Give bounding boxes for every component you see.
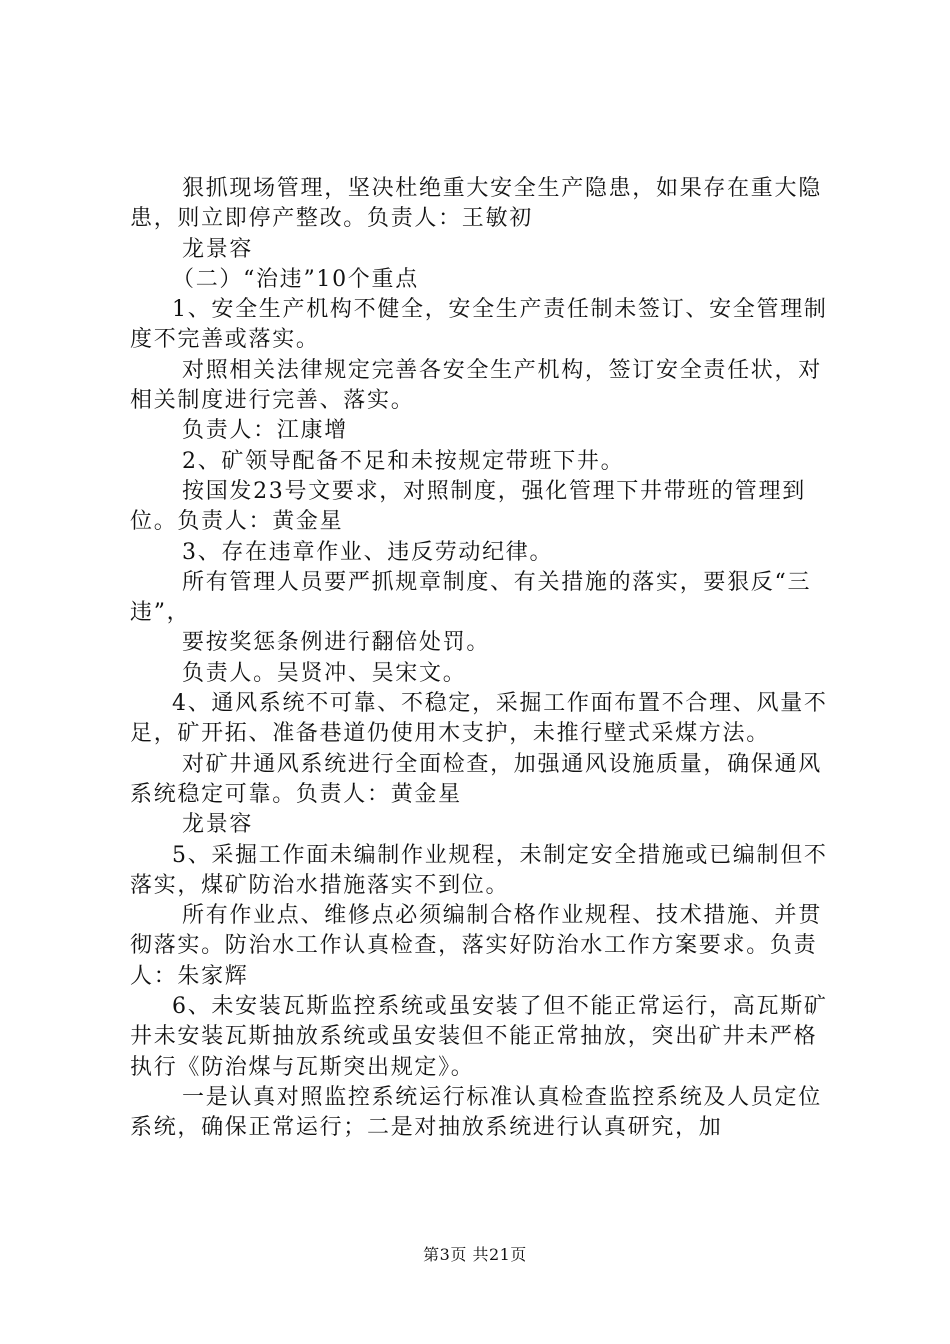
paragraph: 对照相关法律规定完善各安全生产机构，签订安全责任状，对相关制度进行完善、落实。 bbox=[130, 357, 822, 414]
paragraph: 2、矿领导配备不足和未按规定带班下井。 bbox=[182, 448, 625, 474]
paragraph: 5、采掘工作面未编制作业规程，未制定安全措施或已编制但不落实，煤矿防治水措施落实不到位。 bbox=[130, 842, 828, 898]
paragraph: 4、通风系统不可靠、不稳定，采掘工作面布置不合理、风量不足，矿开拓、准备巷道仍使用木支护，未推行壁式采煤方法。 bbox=[130, 691, 828, 747]
paragraph: 按国发23号文要求，对照制度，强化管理下井带班的管理到位。负责人：黄金星 bbox=[130, 478, 806, 535]
document-body bbox=[130, 174, 834, 1144]
paragraph: 狠抓现场管理，坚决杜绝重大安全生产隐患，如果存在重大隐患，则立即停产整改。负责人：王敏初 bbox=[130, 176, 822, 232]
paragraph: 1、安全生产机构不健全，安全生产责任制未签订、安全管理制度不完善或落实。 bbox=[130, 297, 828, 353]
paragraph: 负责人：江康增 bbox=[182, 418, 348, 444]
paragraph: 对矿井通风系统进行全面检查，加强通风设施质量，确保通风系统稳定可靠。负责人：黄金星 bbox=[130, 751, 822, 807]
paragraph: 龙景容 bbox=[182, 236, 254, 262]
paragraph: 一是认真对照监控系统运行标准认真检查监控系统及人员定位系统，确保正常运行；二是对抽放系统进行认真研究，加 bbox=[130, 1084, 822, 1141]
paragraph: 6、未安装瓦斯监控系统或虽安装了但不能正常运行，高瓦斯矿井未安装瓦斯抽放系统或虽安装但不能正常抽放，突出矿井未严格执行《防治煤与瓦斯突出规定》。 bbox=[130, 994, 828, 1080]
section-heading: （二）“治违”10个重点 bbox=[172, 266, 419, 292]
paragraph: 3、存在违章作业、违反劳动纪律。 bbox=[182, 539, 554, 565]
paragraph: 负责人。吴贤冲、吴宋文。 bbox=[182, 660, 467, 686]
paragraph: 所有管理人员要严抓规章制度、有关措施的落实，要狠反“三违”， bbox=[130, 569, 812, 626]
paragraph: 所有作业点、维修点必须编制合格作业规程、技术措施、并贯彻落实。防治水工作认真检查，落实好防治水工作方案要求。负责人：朱家辉 bbox=[130, 903, 822, 989]
page-number-footer: 第3页 共21页 bbox=[423, 1245, 527, 1264]
paragraph: 要按奖惩条例进行翻倍处罚。 bbox=[182, 630, 491, 656]
paragraph: 龙景容 bbox=[182, 812, 254, 838]
